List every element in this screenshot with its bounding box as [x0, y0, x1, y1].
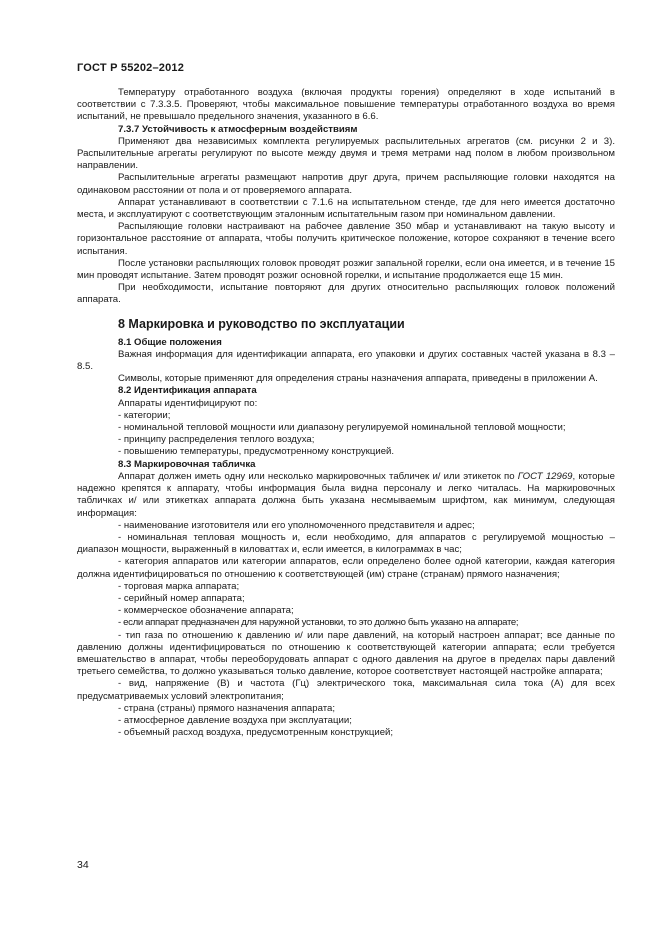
- list-item: - принципу распределения теплого воздуха;: [118, 434, 315, 446]
- list-item: - серийный номер аппарата;: [118, 592, 245, 604]
- paragraph: Аппараты идентифицируют по:: [118, 397, 258, 409]
- standard-reference: ГОСТ 12969: [517, 470, 573, 482]
- list-item: - номинальная тепловая мощность и, если необходимо, для аппаратов с регулируемой мощностью – диапазон мощности, выраженный в киловаттах и, если имеется, в килограммах в час;: [77, 531, 615, 556]
- paragraph: Аппарат устанавливают в соответствии с 7.1.6 на испытательном стенде, где для него имеется достаточно места, и эксплуатируют с соответствующим эталонным испытательным газом при номинальном давлении.: [77, 196, 615, 221]
- list-item: - вид, напряжение (В) и частота (Гц) электрического тока, максимальная сила тока (А) для всех предусматриваемых условий электропитания;: [77, 678, 615, 702]
- section-8-heading: 8 Маркировка и руководство по эксплуатации: [118, 316, 405, 331]
- section-8-1-heading: 8.1 Общие положения: [118, 336, 222, 348]
- page-content: [77, 87, 615, 739]
- paragraph: Применяют два независимых комплекта регулируемых распылительных агрегатов (см. рисунки 2 и 3). Распылительные агрегаты регулируют по высоте между двумя и тремя метрами над полом в любом произвольном направлении.: [77, 135, 615, 172]
- list-item: - тип газа по отношению к давлению и/ или паре давлений, на который настроен аппарат; все данные по давлению должны идентифицироваться по отношению к соответствующей категории аппарата; если требуется вмешательство в аппарат, чтобы переоборудовать аппарат с одного давления на другое в пределах пары давлений третьего семейства, то должно указываться только давление, которое соответствует настоящей настройке аппарата;: [77, 629, 615, 678]
- text-run: , которые надежно крепятся к аппарату, чтобы информация была видна персоналу и легко читалась. На маркировочных табличках и/ или этикетках аппарата должна быть указана несмываемым шрифтом, как минимум, следующая информация:: [77, 470, 615, 519]
- paragraph: [77, 471, 615, 520]
- section-7-3-7-heading: 7.3.7 Устойчивость к атмосферным воздействиям: [118, 123, 358, 135]
- paragraph: Распылительные агрегаты размещают напротив друг друга, причем распыляющие головки находятся на одинаковом расстоянии от пола и от проверяемого аппарата.: [77, 172, 615, 196]
- section-8-3-heading: 8.3 Маркировочная табличка: [118, 458, 256, 470]
- list-item: - категории;: [118, 409, 171, 421]
- list-item: - объемный расход воздуха, предусмотренным конструкцией;: [118, 727, 394, 739]
- list-item: - коммерческое обозначение аппарата;: [118, 605, 294, 617]
- list-item: - торговая марка аппарата;: [118, 580, 240, 592]
- paragraph: Символы, которые применяют для определения страны назначения аппарата, приведены в приложении А.: [118, 373, 598, 385]
- page-number: 34: [77, 859, 89, 871]
- list-item: - атмосферное давление воздуха при эксплуатации;: [118, 714, 352, 726]
- list-item: - если аппарат предназначен для наружной установки, то это должно быть указано на аппарате;: [118, 617, 519, 629]
- document-header: ГОСТ Р 55202–2012: [77, 62, 185, 74]
- list-item: - категория аппаратов или категории аппаратов, если определено более одной категории, каждая категория должна идентифицироваться по отношению к соответствующей (им) стране (странам) прямого назначения;: [77, 556, 615, 580]
- list-item: - повышению температуры, предусмотренному конструкцией.: [118, 446, 395, 458]
- list-item: - наименование изготовителя или его уполномоченного представителя и адрес;: [118, 519, 475, 531]
- text-run: Аппарат должен иметь одну или несколько маркировочных табличек и/ или этикеток по: [118, 470, 518, 482]
- paragraph: Распыляющие головки настраивают на рабочее давление 350 мбар и устанавливают на такую высоту и горизонтальное расстояние от аппарата, чтобы получить критическое положение, которое сохраняют в течение всего испытания.: [77, 221, 615, 257]
- paragraph: При необходимости, испытание повторяют для других относительно распыляющих головок положений аппарата.: [77, 282, 615, 306]
- intro-paragraph: Температуру отработанного воздуха (включая продукты горения) определяют в ходе испытаний в соответствии с 7.3.3.5. Проверяют, чтобы максимальное повышение температуры отработанного воздуха во время испытаний, не превышало предельного значения, указанного в 6.6.: [77, 87, 615, 123]
- list-item: - номинальной тепловой мощности или диапазону регулируемой номинальной тепловой мощности;: [118, 422, 566, 434]
- paragraph: После установки распыляющих головок проводят розжиг запальной горелки, если она имеется, и в течение 15 мин проводят испытание. Затем проводят розжиг основной горелки, и испытание продолжается еще 15 мин.: [77, 257, 615, 282]
- section-8-2-heading: 8.2 Идентификация аппарата: [118, 385, 257, 397]
- paragraph: Важная информация для идентификации аппарата, его упаковки и других составных частей указана в 8.3 – 8.5.: [77, 348, 615, 373]
- list-item: - страна (страны) прямого назначения аппарата;: [118, 702, 335, 714]
